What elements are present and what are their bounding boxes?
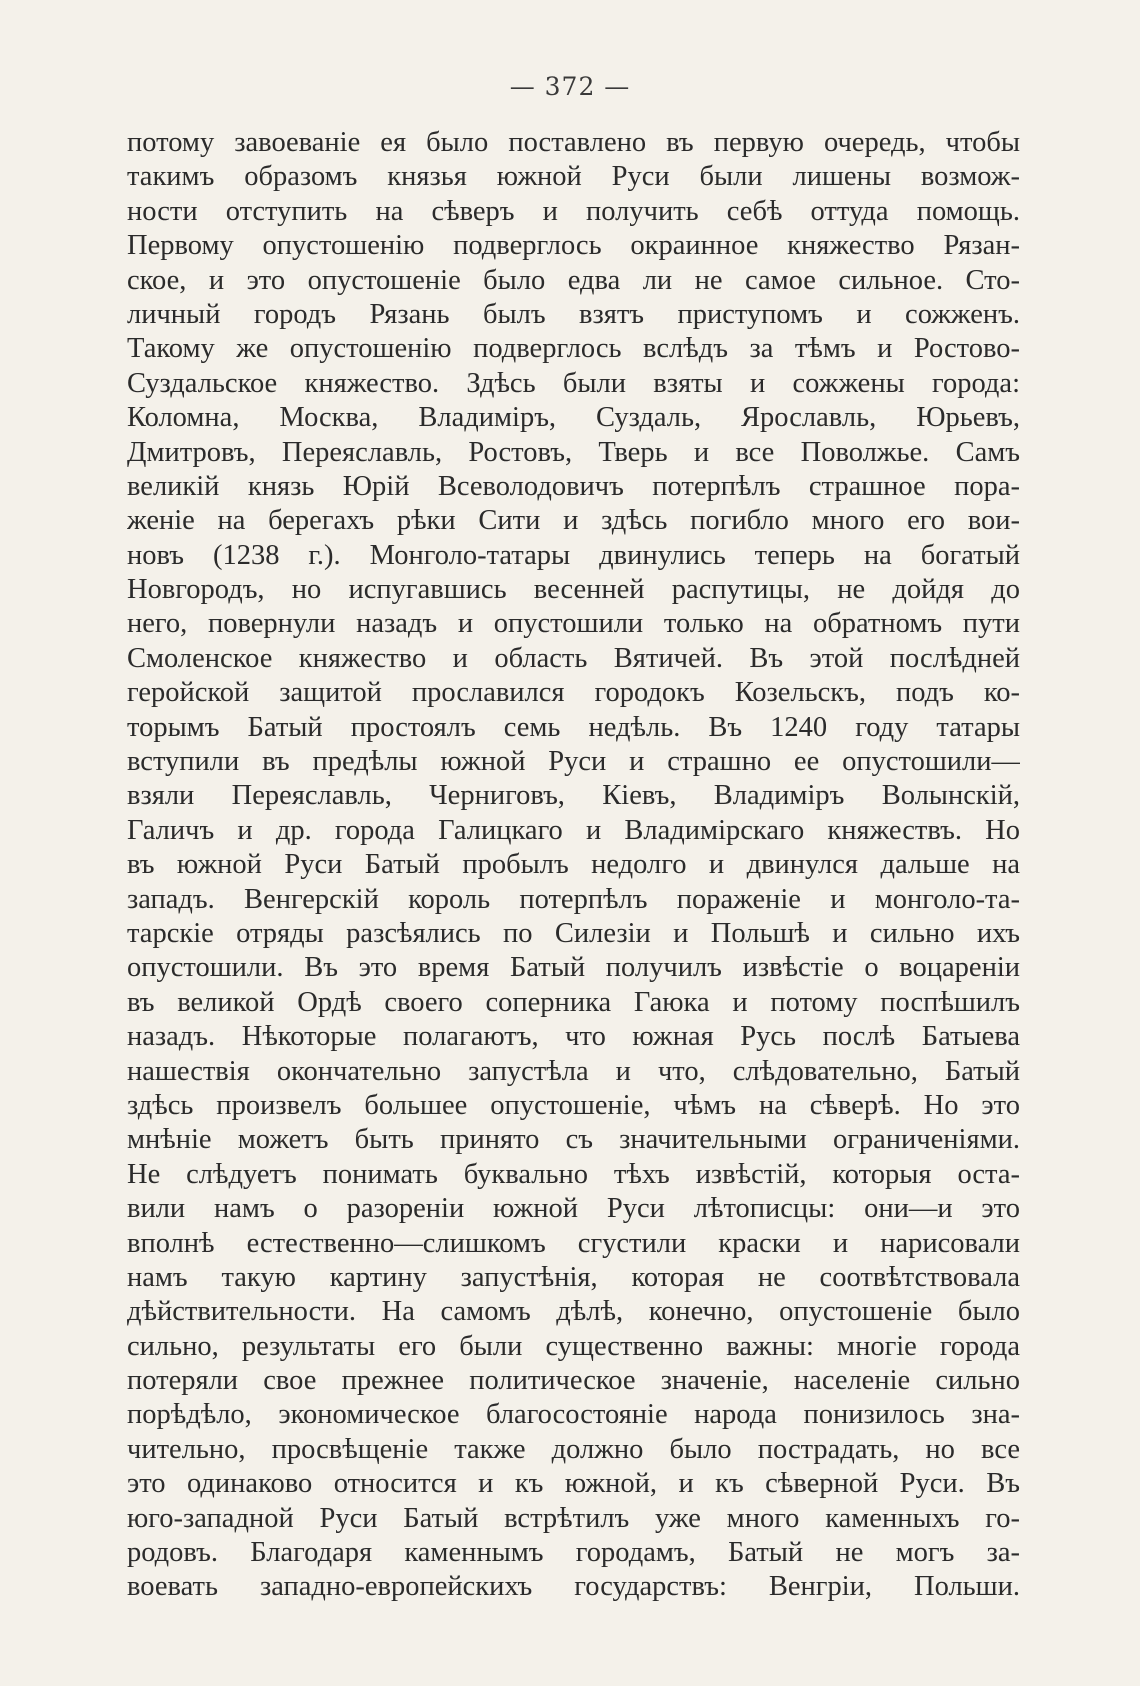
text-line: дѣйствительности. На самомъ дѣлѣ, конечно, опустошеніе было xyxy=(127,1296,1020,1328)
text-line: опустошили. Въ это время Батый получилъ извѣстіе о воцареніи xyxy=(127,952,1020,984)
text-line: взяли Переяславль, Черниговъ, Кіевъ, Владиміръ Волынскій, xyxy=(127,780,1020,812)
text-line: въ южной Руси Батый пробылъ недолго и двинулся дальше на xyxy=(127,849,1020,881)
text-line: ское, и это опустошеніе было едва ли не самое сильное. Сто- xyxy=(127,264,1020,296)
text-line: это одинаково относится и къ южной, и къ сѣверной Руси. Въ xyxy=(127,1468,1020,1500)
text-line: юго-западной Руси Батый встрѣтилъ уже много каменныхъ го- xyxy=(127,1502,1020,1534)
text-line: геройской защитой прославился городокъ Козельскъ, подъ ко- xyxy=(127,677,1020,709)
text-line: потеряли свое прежнее политическое значеніе, населеніе сильно xyxy=(127,1365,1020,1397)
text-line: Коломна, Москва, Владиміръ, Суздаль, Ярославль, Юрьевъ, xyxy=(127,402,1020,434)
text-line: чительно, просвѣщеніе также должно было пострадать, но все xyxy=(127,1433,1020,1465)
text-line: Первому опустошенію подверглось окраинное княжество Рязан- xyxy=(127,230,1020,262)
text-line: сильно, результаты его были существенно важны: многіе города xyxy=(127,1330,1020,1362)
text-line: ности отступить на сѣверъ и получить себѣ оттуда помощь. xyxy=(127,195,1020,227)
text-line: тарскіе отряды разсѣялись по Силезіи и Польшѣ и сильно ихъ xyxy=(127,917,1020,949)
text-line: въ великой Ордѣ своего соперника Гаюка и потому поспѣшилъ xyxy=(127,986,1020,1018)
text-line: личный городъ Рязань былъ взятъ приступомъ и сожженъ. xyxy=(127,298,1020,330)
text-line: новъ (1238 г.). Монголо-татары двинулись теперь на богатый xyxy=(127,539,1020,571)
text-line: намъ такую картину запустѣнія, которая не соотвѣтствовала xyxy=(127,1261,1020,1293)
text-line: нашествія окончательно запустѣла и что, слѣдовательно, Батый xyxy=(127,1055,1020,1087)
text-line: порѣдѣло, экономическое благосостояніе народа понизилось зна- xyxy=(127,1399,1020,1431)
text-line: потому завоеваніе ея было поставлено въ первую очередь, чтобы xyxy=(127,127,1020,158)
text-line: западъ. Венгерскій король потерпѣлъ пораженіе и монголо-та- xyxy=(127,883,1020,915)
page-number: — 372 — xyxy=(509,72,631,101)
text-line: вполнѣ естественно—слишкомъ сгустили краски и нарисовали xyxy=(127,1227,1020,1259)
text-line: родовъ. Благодаря каменнымъ городамъ, Батый не могъ за- xyxy=(127,1537,1020,1569)
text-line: здѣсь произвелъ большее опустошеніе, чѣмъ на сѣверѣ. Но это xyxy=(127,1089,1020,1121)
text-line: вили намъ о разореніи южной Руси лѣтописцы: они—и это xyxy=(127,1193,1020,1225)
text-line: Галичъ и др. города Галицкаго и Владимірскаго княжествъ. Но xyxy=(127,814,1020,846)
text-line: торымъ Батый простоялъ семь недѣль. Въ 1240 году татары xyxy=(127,711,1020,743)
text-line: него, повернули назадъ и опустошили только на обратномъ пути xyxy=(127,608,1020,640)
text-line: великій князь Юрій Всеволодовичъ потерпѣлъ страшное пора- xyxy=(127,470,1020,502)
body-text xyxy=(127,126,1020,1605)
text-line: воевать западно-европейскихъ государствъ: Венгріи, Польши. xyxy=(127,1571,1020,1603)
text-line: Смоленское княжество и область Вятичей. Въ этой послѣдней xyxy=(127,642,1020,674)
text-line: Такому же опустошенію подверглось вслѣдъ за тѣмъ и Ростово- xyxy=(127,333,1020,365)
text-line: вступили въ предѣлы южной Руси и страшно ее опустошили— xyxy=(127,746,1020,778)
text-line: такимъ образомъ князья южной Руси были лишены возмож- xyxy=(127,161,1020,193)
text-line: Не слѣдуетъ понимать буквально тѣхъ извѣстій, которыя оста- xyxy=(127,1158,1020,1190)
text-line: Новгородъ, но испугавшись весенней распутицы, не дойдя до xyxy=(127,574,1020,606)
text-line: женіе на берегахъ рѣки Сити и здѣсь погибло много его вои- xyxy=(127,505,1020,537)
text-line: назадъ. Нѣкоторые полагаютъ, что южная Русь послѣ Батыева xyxy=(127,1021,1020,1053)
text-line: Суздальское княжество. Здѣсь были взяты и сожжены города: xyxy=(127,367,1020,399)
text-line: Дмитровъ, Переяславль, Ростовъ, Тверь и все Поволжье. Самъ xyxy=(127,436,1020,468)
text-line: мнѣніе можетъ быть принято съ значительными ограниченіями. xyxy=(127,1124,1020,1156)
